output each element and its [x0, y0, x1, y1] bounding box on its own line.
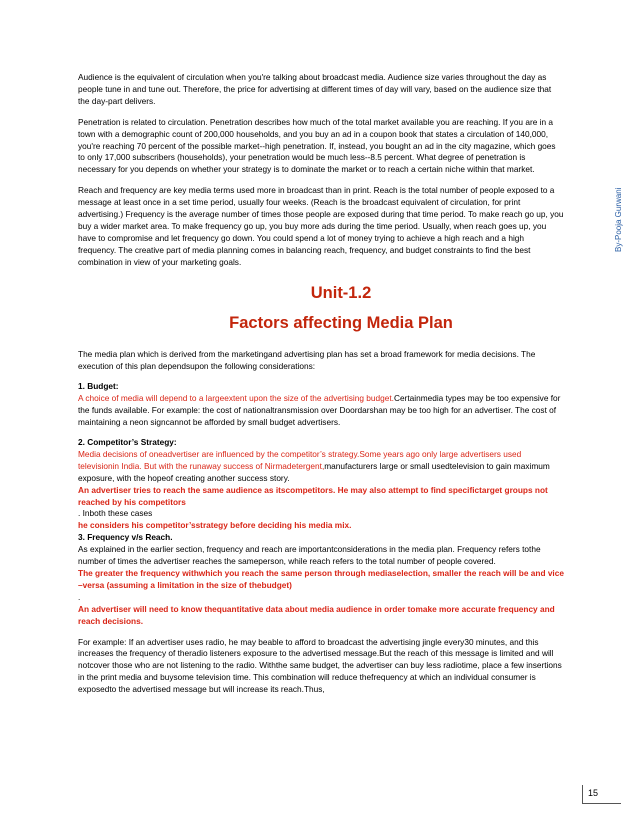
frequency-paragraph: As explained in the earlier section, frequency and reach are importantconsiderations in the media plan. Frequency refers tothe number of times the advertiser reaches the sameperson, while reach refers to the total number of people covered.: [78, 544, 541, 567]
competitor-blue-bold-text: he considers his competitor’sstrategy before deciding his media mix.: [78, 520, 352, 531]
competitor-heading: 2. Competitor’s Strategy:: [78, 437, 177, 448]
page-number: 15: [588, 788, 599, 798]
competitor-red-bold-text: An advertiser tries to reach the same audience as itscompetitors. He may also attempt to find specifictarget groups not reached by his competitors: [78, 484, 548, 507]
budget-heading: 1. Budget:: [78, 381, 119, 392]
unit-intro-paragraph: The media plan which is derived from the marketingand advertising plan has set a broad framework for media decisions. The execution of this plan dependsupon the following considerations:: [78, 348, 536, 371]
frequency-red-bold-text-1: The greater the frequency withwhich you reach the same person through mediaselection, smaller the reach will be and vice –versa (assuming a limitation in the size of thebudget): [78, 568, 564, 590]
budget-paragraph: [78, 393, 564, 429]
unit-title: Unit-1.2: [310, 283, 372, 302]
frequency-dot: .: [78, 591, 81, 602]
frequency-heading: 3. Frequency v/s Reach.: [78, 532, 173, 543]
intro-paragraph-penetration: Penetration is related to circulation. Penetration describes how much of the total market available you are reaching. If you are in a town with a demographic count of 200,000 households, and you buy an ad in a coupon book that states a circulation of 140,000, you're reaching 70 percent of the possible market--high penetration. If, instead, you bought an ad in the city magazine, which goes to only 17,000 subscribers (households), your penetration would be much less--8.5 percent. What degree of penetration is necessary for you depends on whether your strategy is to dominate the market or to reach a certain niche within that market.: [78, 116, 556, 175]
competitor-red-text: Media decisions of oneadvertiser are influenced by the competitor’s strategy.Some years ago only large advertisers used televisionin India. But with the runaway success of Nirmadetergent,: [78, 448, 522, 471]
intro-paragraph-audience: Audience is the equivalent of circulation when you're talking about broadcast media. Audience size varies throughout the day as people tune in and tune out. Therefore, the price for advertising at different times of day will vary, based on the audience size that the day-part delivers.: [78, 72, 552, 106]
frequency-red-bold-text-2: An advertiser will need to know thequantitative data about media audience in order tomake more accurate frequency and reach decisions.: [78, 603, 555, 626]
competitor-paragraph: [78, 449, 564, 485]
author-side-label: By-Pooja Gurwani: [614, 187, 623, 252]
competitor-inboth-text: . Inboth these cases: [78, 508, 153, 519]
competitor-black-text: manufacturers large or small usedtelevision to gain maximum exposure, with the hopeof creating another success story.: [78, 460, 550, 483]
page-content: [78, 72, 564, 696]
unit-subtitle: Factors affecting Media Plan: [229, 313, 453, 332]
frequency-example-paragraph: For example: If an advertiser uses radio, he may beable to afford to broadcast the advertising jingle every30 minutes, and this increases the frequency of theradio listeners exposure to the advertised message.But the reach of this message is limited and will notcover those who are not listening to the radio. Withthe same budget, the advertiser can buy less radiotime, place a few insertions in the print media and buysome television time. This combination will reduce thefrequency at which an individual consumer is exposedto the advertised message but will increase its reach.Thus,: [78, 636, 562, 695]
intro-paragraph-reach-frequency: Reach and frequency are key media terms used more in broadcast than in print. Reach is the total number of people exposed to a message at least once in a set time period, usually four weeks. (Reach is the broadcast equivalent of circulation, for print advertising.) Frequency is the average number of times those people are exposed during that time period. To make reach go up, you buy a wider market area. To make frequency go up, you buy more ads during the time period. Usually, when reach goes up, you have to compromise and let frequency go down. You could spend a lot of money trying to achieve a high reach and a high frequency. The creative part of media planning comes in balancing reach, frequency, and budget constraints to find the best combination in view of your marketing goals.: [78, 185, 564, 267]
budget-red-text: A choice of media will depend to a largeextent upon the size of the advertising budget.: [78, 393, 394, 404]
budget-black-text: Certainmedia types may be too expensive for the funds available. For example: the cost of nationaltransmission over Doordarshan may be too high for an advertiser. The cost of maintaining a neon signcannot be afforded by small budget advertisers.: [78, 393, 561, 428]
